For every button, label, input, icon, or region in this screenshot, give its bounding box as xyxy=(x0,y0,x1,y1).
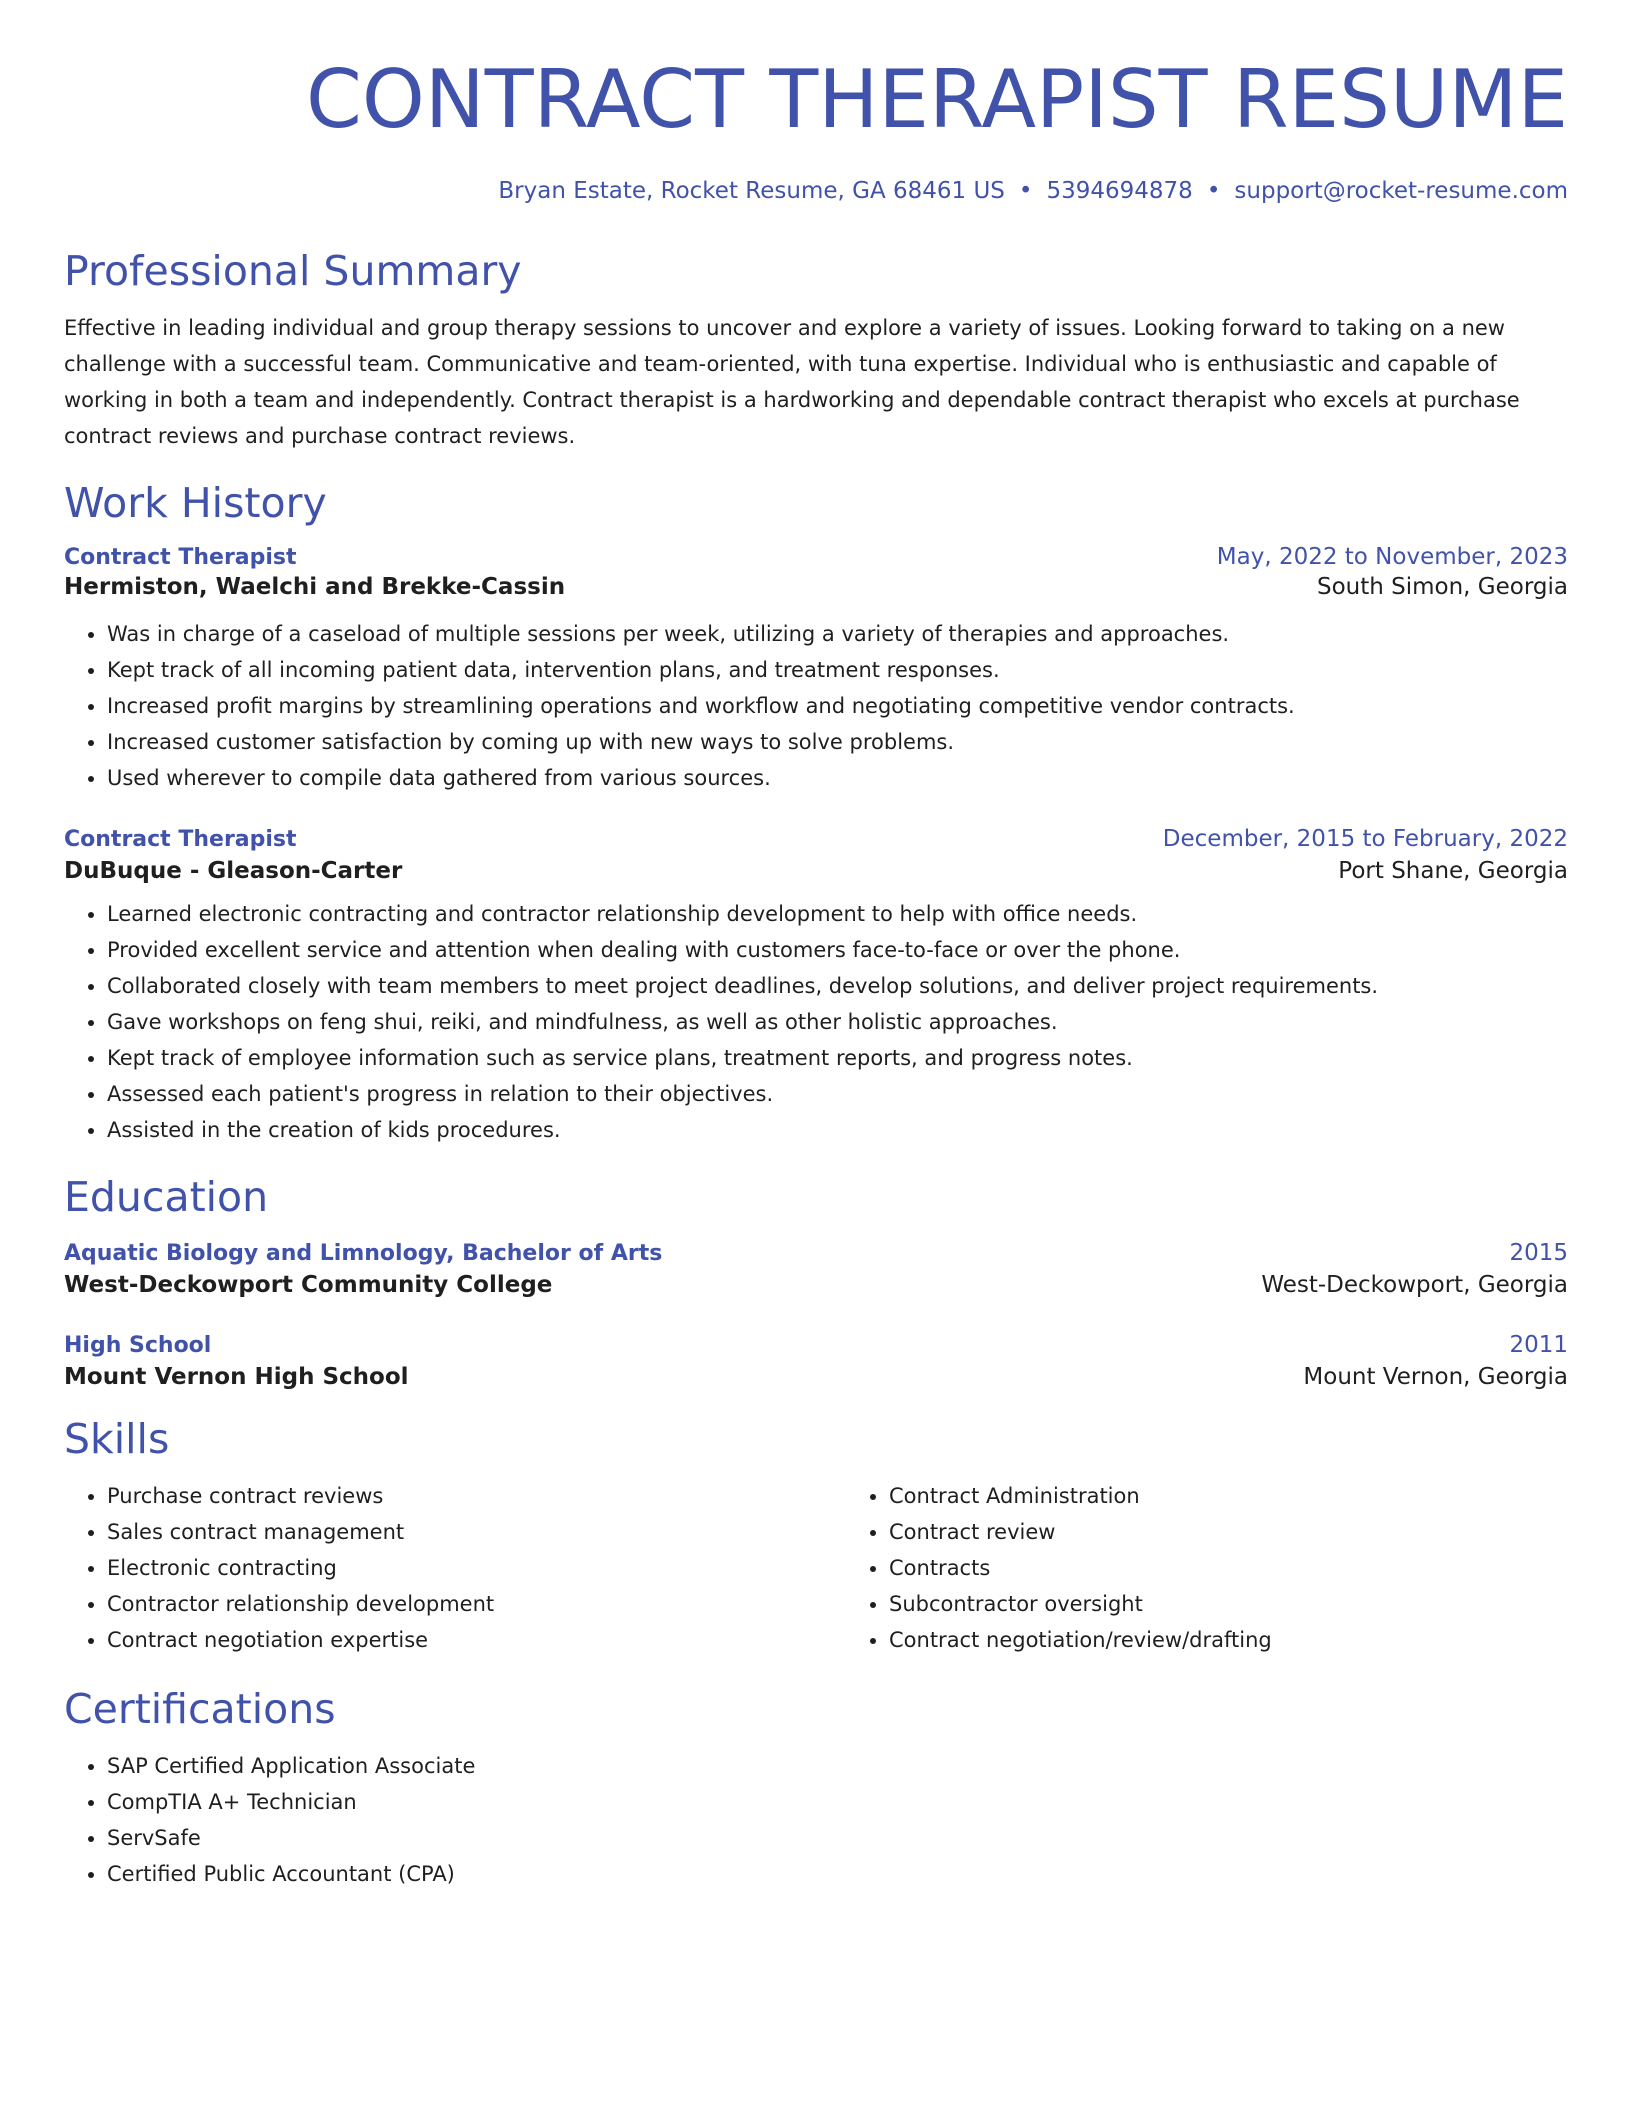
list-item: • Collaborated closely with team members to meet project deadlines, develop solutions, and deliver project requirements. xyxy=(107,968,1568,1004)
education-header-row xyxy=(64,1332,1568,1358)
list-item: • Contract negotiation expertise xyxy=(107,1622,846,1658)
section-title-work-history: Work History xyxy=(64,479,327,527)
education-school-row xyxy=(64,1364,1568,1390)
list-item: • Kept track of employee information such as service plans, treatment reports, and progress notes. xyxy=(107,1040,1568,1076)
contact-address: Bryan Estate, Rocket Resume, GA 68461 US xyxy=(498,178,1005,204)
section-title-summary: Professional Summary xyxy=(64,247,522,295)
job-company-row xyxy=(64,858,1568,884)
list-item: • Used wherever to compile data gathered from various sources. xyxy=(107,760,1568,796)
list-item: • SAP Certified Application Associate xyxy=(107,1748,1568,1784)
education-entry xyxy=(64,1332,1568,1390)
list-item: • ServSafe xyxy=(107,1820,1568,1856)
education-location: Mount Vernon, Georgia xyxy=(1303,1364,1568,1390)
list-item: • Increased profit margins by streamlining operations and workflow and negotiating competitive vendor contracts. xyxy=(107,688,1568,724)
contact-separator: • xyxy=(1018,178,1033,204)
list-item: • Provided excellent service and attention when dealing with customers face-to-face or over the phone. xyxy=(107,932,1568,968)
job-location: South Simon, Georgia xyxy=(1316,574,1568,600)
certifications-list xyxy=(64,1748,1568,1892)
education-header-row xyxy=(64,1240,1568,1266)
list-item: • Subcontractor oversight xyxy=(889,1586,1568,1622)
list-item: • Contracts xyxy=(889,1550,1568,1586)
resume-title: CONTRACT THERAPIST RESUME xyxy=(306,53,1568,146)
education-degree: Aquatic Biology and Limnology, Bachelor of Arts xyxy=(64,1241,663,1266)
list-item: • Sales contract management xyxy=(107,1514,846,1550)
education-degree: High School xyxy=(64,1333,212,1358)
skills-list-left xyxy=(64,1478,846,1658)
list-item: • Contractor relationship development xyxy=(107,1586,846,1622)
education-entry xyxy=(64,1240,1568,1298)
list-item: • CompTIA A+ Technician xyxy=(107,1784,1568,1820)
summary-text: Effective in leading individual and group therapy sessions to uncover and explore a variety of issues. Looking forward to taking on a new challenge with a successful team. Communicative and team-oriented, with tuna expertise. Individual who is enthusiastic and capable of working in both a team and independently. Contract therapist is a hardworking and dependable contract therapist who excels at purchase contract reviews and purchase contract reviews. xyxy=(64,316,1520,448)
job-title: Contract Therapist xyxy=(64,545,297,570)
list-item: • Assisted in the creation of kids procedures. xyxy=(107,1112,1568,1148)
skills-list-right xyxy=(846,1478,1568,1658)
education-location: West-Deckowport, Georgia xyxy=(1261,1272,1568,1298)
list-item: • Learned electronic contracting and contractor relationship development to help with office needs. xyxy=(107,896,1568,932)
job-bullets xyxy=(64,896,1568,1148)
list-item: • Contract review xyxy=(889,1514,1568,1550)
education-school-row xyxy=(64,1272,1568,1298)
job-bullets xyxy=(64,616,1568,796)
contact-line xyxy=(64,176,1568,206)
job-entry xyxy=(64,544,1568,796)
section-title-skills: Skills xyxy=(64,1415,170,1463)
job-header-row xyxy=(64,544,1568,570)
job-company: DuBuque - Gleason-Carter xyxy=(64,858,403,884)
list-item: • Gave workshops on feng shui, reiki, and mindfulness, as well as other holistic approaches. xyxy=(107,1004,1568,1040)
job-company: Hermiston, Waelchi and Brekke-Cassin xyxy=(64,574,566,600)
education-year: 2011 xyxy=(1509,1332,1568,1358)
list-item: • Increased customer satisfaction by coming up with new ways to solve problems. xyxy=(107,724,1568,760)
contact-separator: • xyxy=(1206,178,1221,204)
job-entry xyxy=(64,826,1568,1148)
job-header-row xyxy=(64,826,1568,852)
education-year: 2015 xyxy=(1509,1240,1568,1266)
list-item: • Assessed each patient's progress in relation to their objectives. xyxy=(107,1076,1568,1112)
list-item: • Electronic contracting xyxy=(107,1550,846,1586)
list-item: • Contract Administration xyxy=(889,1478,1568,1514)
education-school: Mount Vernon High School xyxy=(64,1364,409,1390)
job-title: Contract Therapist xyxy=(64,827,297,852)
list-item: • Kept track of all incoming patient data, intervention plans, and treatment responses. xyxy=(107,652,1568,688)
section-title-certifications: Certifications xyxy=(64,1685,336,1733)
job-company-row xyxy=(64,574,1568,600)
skills-grid xyxy=(64,1478,1568,1658)
contact-email: support@rocket-resume.com xyxy=(1234,178,1568,204)
list-item: • Certified Public Accountant (CPA) xyxy=(107,1856,1568,1892)
section-title-education: Education xyxy=(64,1173,269,1221)
list-item: • Contract negotiation/review/drafting xyxy=(889,1622,1568,1658)
job-dates: May, 2022 to November, 2023 xyxy=(1216,544,1568,570)
education-school: West-Deckowport Community College xyxy=(64,1272,553,1298)
job-location: Port Shane, Georgia xyxy=(1338,858,1568,884)
contact-phone: 5394694878 xyxy=(1046,178,1193,204)
list-item: • Was in charge of a caseload of multiple sessions per week, utilizing a variety of therapies and approaches. xyxy=(107,616,1568,652)
list-item: • Purchase contract reviews xyxy=(107,1478,846,1514)
job-dates: December, 2015 to February, 2022 xyxy=(1162,826,1568,852)
